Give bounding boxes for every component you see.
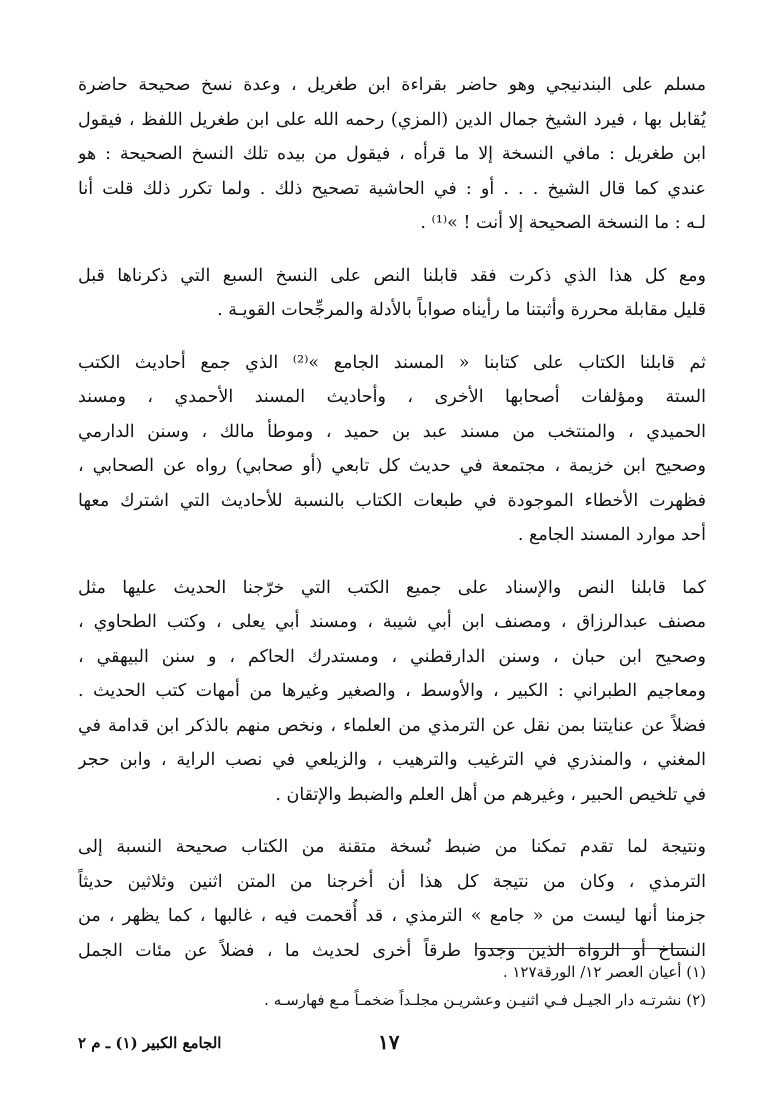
footnote-2: (٢) نشرتـه دار الجيـل فـي اثنيـن وعشريـن مجلـداً ضخمـاً مـع فهارسـه . [264,991,706,1009]
text-line: ثم قابلنا الكتاب على كتابنا « المسند الجامع »⁽²⁾ الذي جمع أحاديث الكتب [78,352,706,373]
paragraph-1 [78,68,706,241]
paragraph-3 [78,346,706,553]
text-line: وصحيح ابن حبان ، وسنن الدارقطني ، ومستدرك الحاكم ، و سنن البيهقي ، [78,646,706,667]
main-text [78,64,706,968]
footnote-1: (١) أعيان العصر ١٢/ الورقة١٢٧ . [502,963,706,981]
text-line: ونتيجة لما تقدم تمكنا من ضبط نُسخة متقنة من الكتاب صحيحة النسبة إلى [78,837,706,857]
text-line: الستة ومؤلفات أصحابها الأخرى ، وأحاديث المسند الأحمدي ، ومسند [78,387,706,407]
page-footer [78,1030,706,1060]
paragraph-4 [78,571,706,813]
text-line: فظهرت الأخطاء الموجودة في طبعات الكتاب بالنسبة للأحاديث التي اشترك معها [78,490,706,511]
text-line: كما قابلنا النص والإسناد على جميع الكتب التي خرّجنا الحديث عليها مثل [78,577,706,598]
text-line: فضلاً عن عنايتنا بمن نقل عن الترمذي من العلماء ، ونخص منهم بالذكر ابن قدامة في [78,715,706,736]
text-line: ومع كل هذا الذي ذكرت فقد قابلنا النص على النسخ السبع التي ذكرناها قبل [78,265,706,286]
footnote-divider [476,948,686,949]
text-line: ابن طغريل : مافي النسخة إلا ما قرأه ، فيقول من بيده تلك النسخ الصحيحة : هو [78,144,706,164]
text-line: مصنف عبدالرزاق ، ومصنف ابن أبي شيبة ، ومسند أبي يعلى ، وكتب الطحاوي ، [78,612,706,632]
text-line: أحد موارد المسند الجامع . [517,525,706,545]
text-line: قليل مقابلة محررة وأثبتنا ما رأيناه صواباً بالأدلة والمرجِّحات القويـة . [217,300,706,320]
page-number: ١٧ [378,1030,400,1054]
text-line: مسلم على البندنيجي وهو حاضر بقراءة ابن طغريل ، وعدة نسخ صحيحة حاضرة [78,75,706,95]
text-line: في تلخيص الحبير ، وغيرهم من أهل العلم والضبط والإتقان . [275,784,706,805]
text-line: يُقابل بها ، فيرد الشيخ جمال الدين (المزي) رحمه الله على ابن طغريل اللفظ ، فيقول [78,109,706,130]
text-line: ومعاجيم الطبراني : الكبير ، والأوسط ، والصغير وغيرها من أمهات كتب الحديث . [78,681,706,701]
text-line: النساخ أو الرواة الذين وجدوا طرقاً أخرى لحديث ما ، فضلاً عن مئات الجمل [78,940,706,961]
text-line: وصحيح ابن خزيمة ، مجتمعة في حديث كل تابعي (أو صحابي) رواه عن الصحابي ، [78,456,706,476]
paragraph-2 [78,259,706,328]
text-line: الحميدي ، والمنتخب من مسند عبد بن حميد ، وموطأ مالك ، وسنن الدارمي [78,421,706,442]
text-line: عندي كما قال الشيخ . . . أو : في الحاشية تصحيح ذلك . ولما تكرر ذلك قلت أنا [78,178,706,199]
text-line: لـه : ما النسخة الصحيحة إلا أنت ! »⁽¹⁾ . [420,213,706,233]
running-footer: الجامع الكبير (١) ـ م ٢ [78,1034,222,1052]
text-line: جزمنا أنها ليست من « جامع » الترمذي ، قد أُقحمت فيه ، غالبها ، كما يظهر ، من [78,906,706,926]
text-line: الترمذي ، وكان من نتيجة كل هذا أن أخرجنا من المتن اثنين وثلاثين حديثاً [78,871,706,892]
footnotes [78,958,706,1014]
text-line: المغني ، والمنذري في الترغيب والترهيب ، والزيلعي في نصب الراية ، وابن حجر [78,750,706,770]
